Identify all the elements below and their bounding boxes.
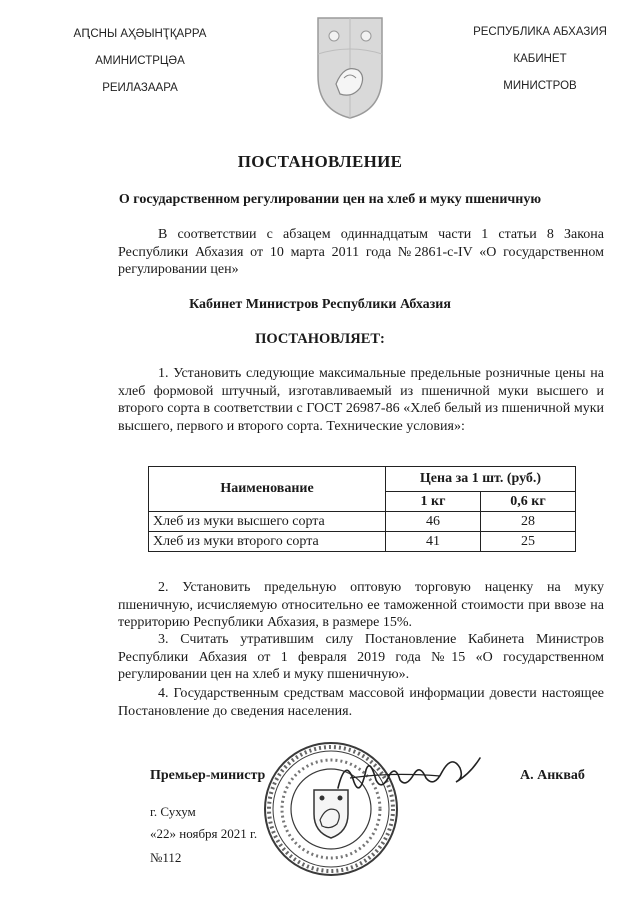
document-title: ПОСТАНОВЛЕНИЕ: [237, 152, 403, 171]
table-header-06kg: 0,6 кг: [481, 492, 576, 512]
document-number: №112: [150, 850, 182, 865]
table-header-price: Цена за 1 шт. (руб.): [386, 467, 576, 492]
handwritten-signature: [330, 748, 490, 800]
header-left-line-1: АԤСНЫ АҲӘЫНҬҚАРРА: [73, 28, 207, 40]
row-price-1kg: 41: [386, 532, 481, 552]
header-left-line-3: РЕИЛАЗААРА: [102, 82, 178, 94]
table-header-name: Наименование: [149, 467, 386, 512]
row-name: Хлеб из муки второго сорта: [149, 532, 386, 552]
header-left: [40, 28, 240, 109]
header-right-line-1: РЕСПУБЛИКА АБХАЗИЯ: [473, 26, 607, 38]
coat-of-arms-emblem: [314, 14, 386, 122]
header-right-line-2: КАБИНЕТ: [513, 53, 567, 65]
row-price-06kg: 25: [481, 532, 576, 552]
authority-heading: Кабинет Министров Республики Абхазия: [189, 297, 451, 312]
item-4-paragraph: 4. Государственным средствам массовой информации довести настоящее Постановление до сведения населения.: [118, 686, 604, 719]
item-3-paragraph: 3. Считать утратившим силу Постановление Кабинета Министров Республики Абхазия от 1 февраля 2019 года №15 «О государственном регулировании цен на хлеб и муку пшеничную».: [118, 632, 604, 682]
document-date: «22» ноября 2021 г.: [150, 826, 258, 841]
signer-position: Премьер-министр: [150, 768, 266, 783]
row-price-1kg: 46: [386, 512, 481, 532]
header-left-line-2: АМИНИСТРЦӘА: [95, 55, 185, 67]
row-price-06kg: 28: [481, 512, 576, 532]
header-right: [440, 26, 640, 107]
table-row: [149, 512, 576, 532]
city: г. Сухум: [150, 804, 196, 819]
item-2-paragraph: 2. Установить предельную оптовую торговую наценку на муку пшеничную, исчисляемую относительно ее таможенной стоимости при ввозе на территорию Республики Абхазия, в размере 15%.: [118, 580, 604, 630]
document-subtitle: О государственном регулировании цен на хлеб и муку пшеничную: [118, 192, 542, 207]
preamble-paragraph: В соответствии с абзацем одиннадцатым части 1 статьи 8 Закона Республики Абхазия от 10 марта 2011 года №2861-с-IV «О государственном регулировании цен»: [118, 227, 604, 277]
resolves-heading: ПОСТАНОВЛЯЕТ:: [255, 331, 385, 347]
row-name: Хлеб из муки высшего сорта: [149, 512, 386, 532]
table-header-1kg: 1 кг: [386, 492, 481, 512]
signer-name: А. Анкваб: [520, 768, 585, 783]
price-table: [148, 466, 576, 552]
item-1-paragraph: 1. Установить следующие максимальные предельные розничные цены на хлеб формовой штучный, изготавливаемый из пшеничной муки высшего и второго сорта в соответствии с ГОСТ 26987-86 «Хлеб белый из пшеничной муки высшего, первого и второго сорта. Технические условия»:: [118, 366, 604, 434]
table-row: [149, 532, 576, 552]
header-right-line-3: МИНИСТРОВ: [503, 80, 577, 92]
